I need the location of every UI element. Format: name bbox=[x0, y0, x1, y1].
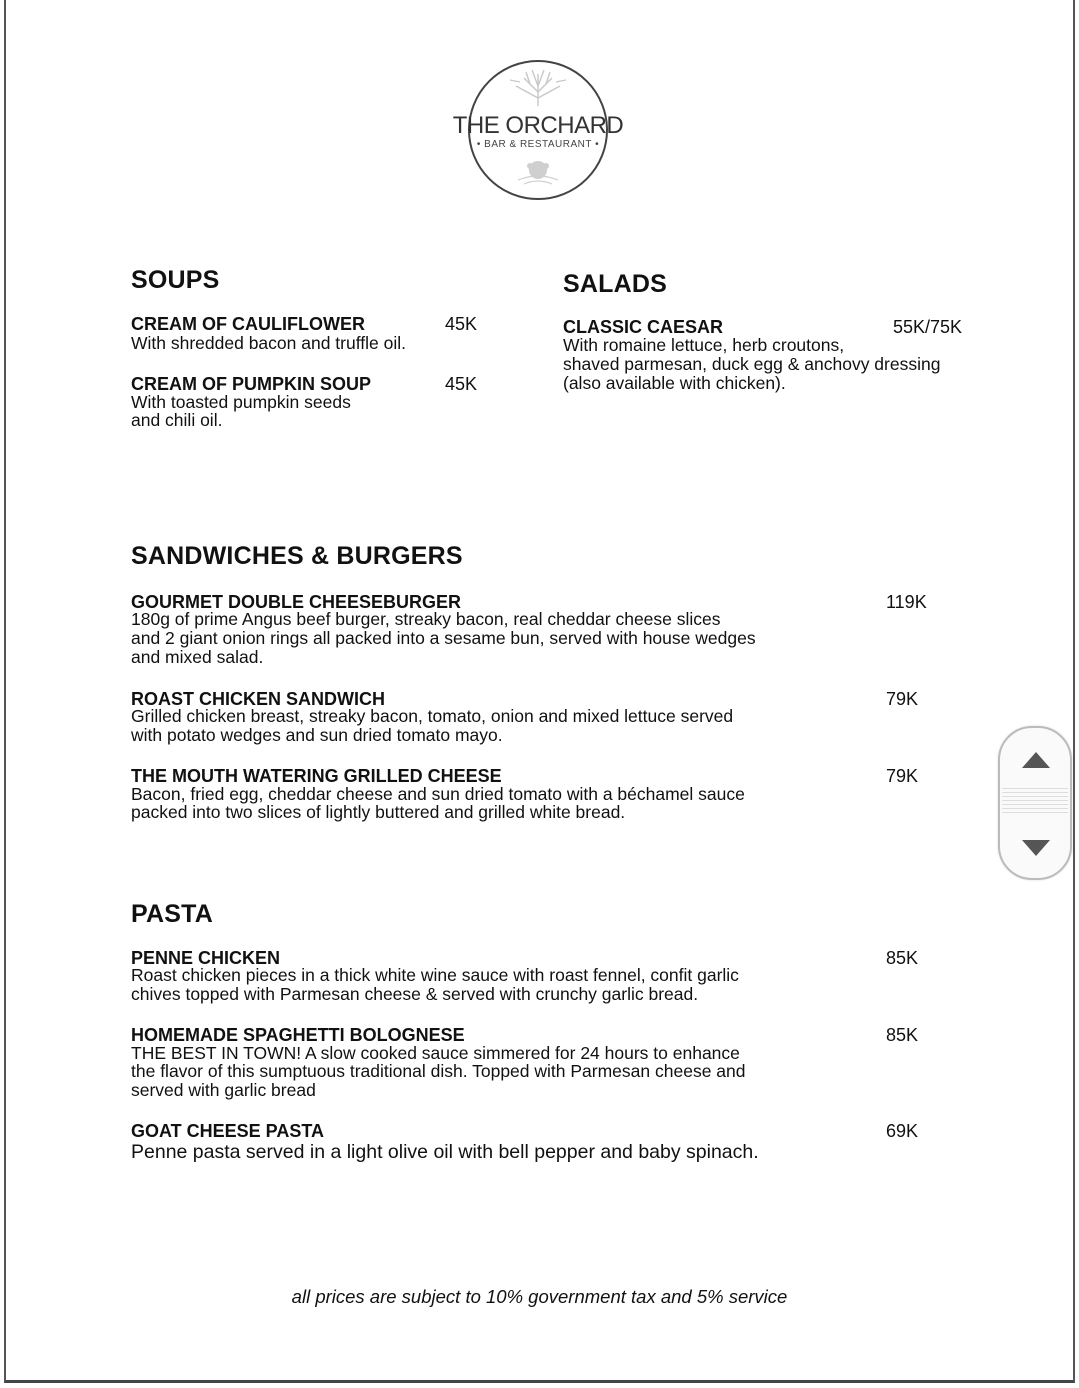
item-name: CLASSIC CAESAR bbox=[563, 317, 724, 337]
item-description: With shredded bacon and truffle oil. bbox=[131, 333, 406, 353]
item-price: 79K bbox=[886, 689, 919, 709]
item-description: packed into two slices of lightly buttered and grilled white bread. bbox=[131, 802, 626, 822]
item-description: With toasted pumpkin seeds bbox=[131, 392, 351, 412]
item-description: Grilled chicken breast, streaky bacon, tomato, onion and mixed lettuce served bbox=[131, 706, 734, 726]
item-price: 45K bbox=[445, 374, 478, 394]
item-description: chives topped with Parmesan cheese & served with crunchy garlic bread. bbox=[131, 984, 699, 1004]
triangle-down-icon bbox=[1000, 820, 1070, 876]
tax-service-note: all prices are subject to 10% government tax and 5% service bbox=[291, 1286, 788, 1307]
item-name: HOMEMADE SPAGHETTI BOLOGNESE bbox=[131, 1025, 465, 1045]
item-name: CREAM OF PUMPKIN SOUP bbox=[131, 374, 372, 394]
item-name: CREAM OF CAULIFLOWER bbox=[131, 314, 365, 334]
scroll-down-button[interactable] bbox=[1000, 820, 1070, 876]
item-price: 85K bbox=[886, 948, 919, 968]
item-description: served with garlic bread bbox=[131, 1080, 316, 1100]
section-heading-pasta: PASTA bbox=[131, 900, 214, 928]
triangle-up-icon bbox=[1000, 734, 1070, 790]
item-description: and 2 giant onion rings all packed into a sesame bun, served with house wedges bbox=[131, 628, 756, 648]
item-description: With romaine lettuce, herb croutons, bbox=[563, 335, 845, 355]
item-price: 55K/75K bbox=[893, 317, 963, 337]
item-name: GOAT CHEESE PASTA bbox=[131, 1121, 325, 1141]
item-description: and mixed salad. bbox=[131, 647, 264, 667]
item-description: Penne pasta served in a light olive oil with bell pepper and baby spinach. bbox=[131, 1141, 759, 1163]
item-name: GOURMET DOUBLE CHEESEBURGER bbox=[131, 592, 462, 612]
item-price: 45K bbox=[445, 314, 478, 334]
page-scroller[interactable] bbox=[998, 726, 1072, 880]
item-description: the flavor of this sumptuous traditional dish. Topped with Parmesan cheese and bbox=[131, 1061, 746, 1081]
logo-title: THE ORCHARD bbox=[452, 112, 624, 139]
item-price: 85K bbox=[886, 1025, 919, 1045]
item-description: and chili oil. bbox=[131, 410, 223, 430]
scroll-grip[interactable] bbox=[1002, 788, 1068, 816]
section-heading-soups: SOUPS bbox=[131, 266, 220, 294]
section-heading-salads: SALADS bbox=[563, 270, 667, 298]
item-price: 69K bbox=[886, 1121, 919, 1141]
item-description: THE BEST IN TOWN! A slow cooked sauce simmered for 24 hours to enhance bbox=[131, 1043, 740, 1063]
item-name: THE MOUTH WATERING GRILLED CHEESE bbox=[131, 766, 502, 786]
scroll-up-button[interactable] bbox=[1000, 734, 1070, 790]
restaurant-logo bbox=[452, 60, 624, 200]
item-description: 180g of prime Angus beef burger, streaky bacon, real cheddar cheese slices bbox=[131, 609, 721, 629]
item-description: (also available with chicken). bbox=[563, 373, 786, 393]
item-price: 79K bbox=[886, 766, 919, 786]
logo-subtitle: • BAR & RESTAURANT • bbox=[476, 139, 600, 150]
item-price: 119K bbox=[886, 592, 927, 612]
item-description: Bacon, fried egg, cheddar cheese and sun dried tomato with a béchamel sauce bbox=[131, 784, 745, 804]
section-heading-sandwiches: SANDWICHES & BURGERS bbox=[131, 542, 463, 570]
item-name: PENNE CHICKEN bbox=[131, 948, 281, 968]
item-description: Roast chicken pieces in a thick white wine sauce with roast fennel, confit garlic bbox=[131, 965, 739, 985]
item-description: with potato wedges and sun dried tomato mayo. bbox=[131, 725, 503, 745]
item-description: shaved parmesan, duck egg & anchovy dressing bbox=[563, 354, 941, 374]
item-name: ROAST CHICKEN SANDWICH bbox=[131, 689, 385, 709]
